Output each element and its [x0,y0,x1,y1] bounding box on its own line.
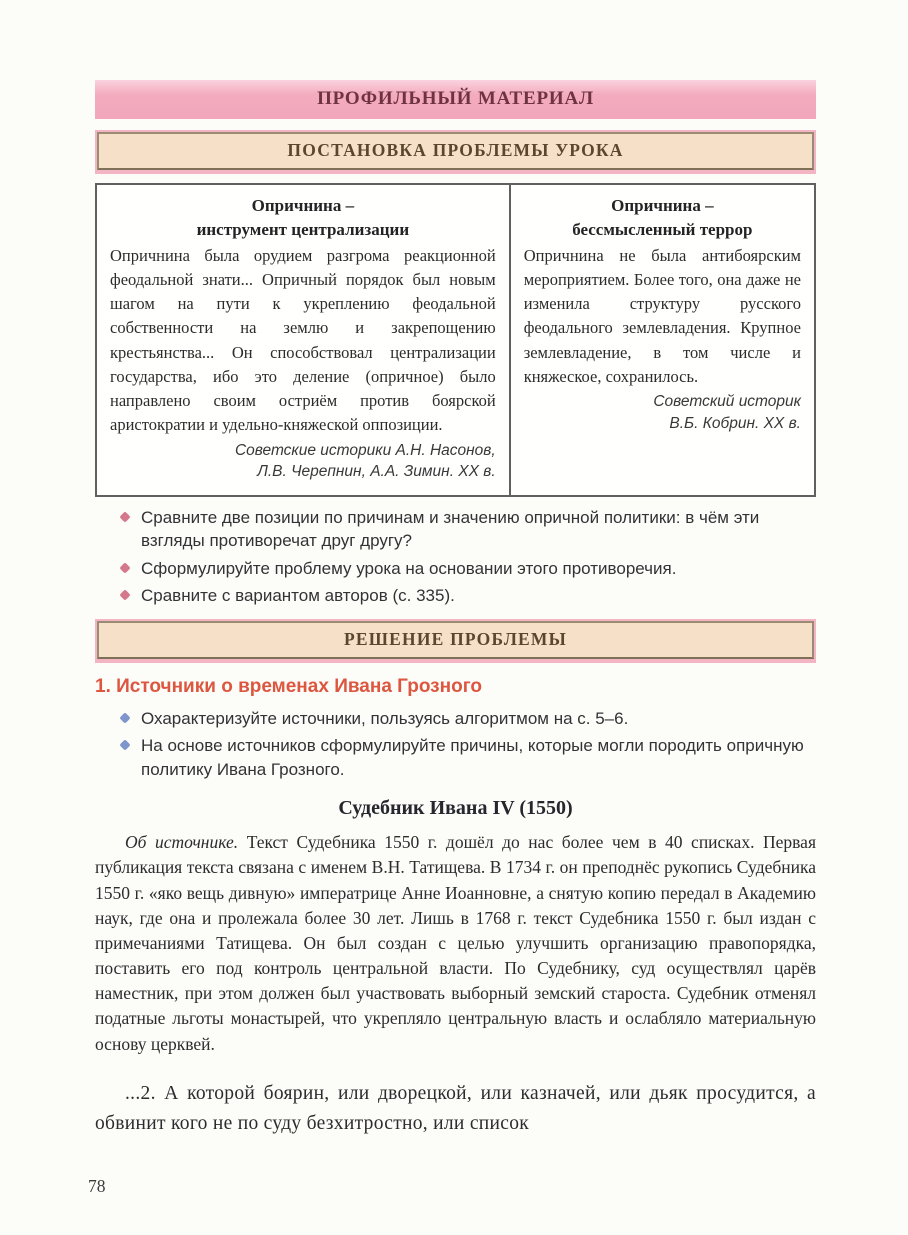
task-item [119,734,816,781]
diamond-bullet-icon [119,590,130,601]
diamond-bullet-icon [119,740,130,751]
problem-solving-banner-strip [95,619,816,663]
viewpoints-comparison-table [95,183,816,497]
viewpoint-left-attribution [110,440,496,483]
profile-material-label: ПРОФИЛЬНЫЙ МАТЕРИАЛ [317,88,594,109]
problem-setup-banner [97,132,814,170]
problem-solving-label: РЕШЕНИЕ ПРОБЛЕМЫ [343,628,568,649]
section-1-heading: 1. Источники о временах Ивана Грозного [95,675,482,697]
problem-setup-label: ПОСТАНОВКА ПРОБЛЕМЫ УРОКА [287,140,624,160]
setup-question-item [119,557,816,580]
viewpoint-right-attribution-line1: Советский историк [653,393,801,411]
diamond-bullet-icon [119,511,130,522]
viewpoint-left-body: Опричнина была орудием разгрома реакционной феодальной знати... Опричный порядок был новым шагом на пути к укреплению феодальной собственности на землю и закрепощению крестьянства... Он способствовал централизации государства, ибо это деление (опричное) было направлено своим остриём против боярской аристократии и удельно-княжеской оппозиции. [110,245,496,435]
setup-question-text: Сравните с вариантом авторов (с. 335). [141,586,455,606]
viewpoint-left-title-line1: Опричнина – [251,196,355,215]
setup-question-list [119,506,816,608]
viewpoint-right-attribution [524,391,801,434]
viewpoint-column-centralization [97,185,511,495]
document-about-paragraph [95,830,816,1057]
viewpoint-column-terror [511,185,814,495]
viewpoint-left-attribution-line2: Л.В. Черепнин, А.А. Зимин. XX в. [257,463,496,481]
setup-question-item [119,506,816,553]
viewpoint-left-title [110,194,496,242]
setup-question-item [119,584,816,607]
about-source-text: Текст Судебника 1550 г. дошёл до нас более чем в 40 списках. Первая публикация текста связана с именем В.Н. Татищева. В 1734 г. он преподнёс рукопись Судебника 1550 г. «яко вещь дивную» императрице Анне Иоанновне, а снятую копию передал в Академию наук, где она и пролежала более 30 лет. Лишь в 1768 г. текст Судебника 1550 г. был издан с примечаниями Татищева. Он был создан с целью улучшить организацию правопорядка, поставить его под контроль центральной власти. По Судебнику, суд осуществлял царёв наместник, при этом должен был участвовать выборный земский староста. Судебник отменял податные льготы монастырей, что укрепляло центральную власть и ослабляло материальную основу церквей. [95,832,817,1054]
viewpoint-left-attribution-line1: Советские историки А.Н. Насонов, [234,441,496,459]
viewpoint-right-title-line2: бессмысленный террор [572,219,753,239]
task-item [119,707,816,730]
page-content [95,80,816,1139]
task-text: На основе источников сформулируйте причины, которые могли породить опричную политику Ивана Грозного. [141,736,804,779]
viewpoint-left-title-line2: инструмент централизации [196,219,410,239]
profile-material-banner [95,80,816,119]
page-number: 78 [88,1176,106,1196]
problem-setup-banner-strip [95,130,816,174]
task-text: Охарактеризуйте источники, пользуясь алгоритмом на с. 5–6. [141,708,629,728]
viewpoint-right-attribution-line2: В.Б. Кобрин. XX в. [669,414,801,432]
viewpoint-right-title-line1: Опричнина – [611,196,714,215]
problem-solving-banner [97,621,814,659]
diamond-bullet-icon [119,562,130,573]
about-source-label: Об источнике. [125,832,239,853]
document-excerpt-paragraph: ...2. А которой боярин, или дворецкой, или казначей, или дьяк просудится, а обвинит кого не по суду безхитростно, или список [95,1082,816,1135]
section-1-task-list [119,707,816,781]
diamond-bullet-icon [119,712,130,723]
setup-question-text: Сформулируйте проблему урока на основании этого противоречия. [141,558,677,578]
document-title: Судебник Ивана IV (1550) [338,797,573,820]
viewpoint-right-body: Опричнина не была антибоярским мероприятием. Более того, она даже не изменила структуру русского феодального землевладения. Крупное землевладение, в том числе и княжеское, сохранилось. [523,245,801,386]
setup-question-text: Сравните две позиции по причинам и значению опричной политики: в чём эти взгляды противоречат друг другу? [141,507,760,551]
viewpoint-right-title [524,194,801,242]
